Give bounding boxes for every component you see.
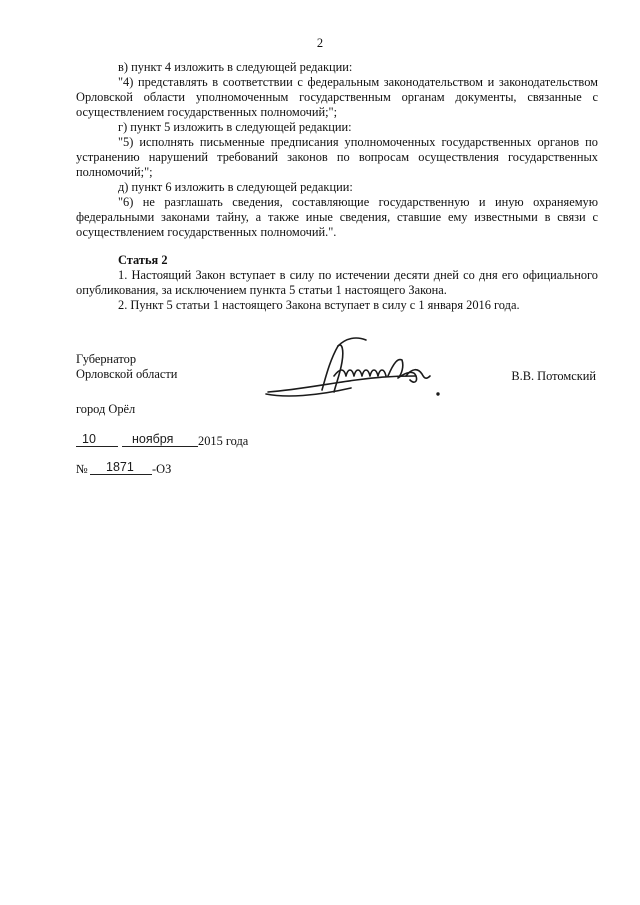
law-number-line — [76, 460, 276, 478]
amendment-6-text: "6) не разглашать сведения, составляющие государственную и иную охраняемую федеральными законами тайну, а также иные сведения, ставшие ему известными в связи с осуществлением государственных полномочий.". — [76, 195, 598, 239]
date-month: ноября — [132, 432, 174, 446]
amendment-4-instruction: в) пункт 4 изложить в следующей редакции: — [118, 60, 353, 74]
date-line — [76, 432, 276, 450]
amendment-5-text: "5) исполнять письменные предписания уполномоченных государственных органов по устранению нарушений требований законов по вопросам осуществления государственных полномочий;"; — [76, 135, 598, 179]
signatory-title-line1: Губернатор — [76, 352, 137, 366]
document-body — [76, 60, 598, 313]
place-of-signing: город Орёл — [76, 402, 136, 416]
date-day: 10 — [82, 432, 96, 446]
article-2-item-2: 2. Пункт 5 статьи 1 настоящего Закона вступает в силу с 1 января 2016 года. — [118, 298, 520, 312]
law-number: 1871 — [106, 460, 134, 474]
amendment-4-text: "4) представлять в соответствии с федеральным законодательством и законодательством Орловской области уполномоченным государственным органам документы, связанные с осуществлением государственных полномочий;"; — [76, 75, 598, 119]
signatory-title-line2: Орловской области — [76, 367, 178, 381]
law-number-suffix: -ОЗ — [152, 462, 172, 476]
amendment-5-instruction: г) пункт 5 изложить в следующей редакции: — [118, 120, 352, 134]
page-number: 2 — [316, 36, 324, 50]
amendment-6-instruction: д) пункт 6 изложить в следующей редакции: — [118, 180, 353, 194]
signatory-name: В.В. Потомский — [511, 369, 596, 383]
article-2-heading: Статья 2 — [118, 253, 168, 267]
article-2-item-1: 1. Настоящий Закон вступает в силу по истечении десяти дней со дня его официального опубликования, за исключением пункта 5 статьи 1 настоящего Закона. — [76, 268, 598, 297]
handwritten-signature — [256, 332, 456, 416]
number-sign: № — [76, 462, 88, 476]
signatory-title — [76, 352, 276, 382]
date-year: 2015 года — [198, 434, 249, 448]
